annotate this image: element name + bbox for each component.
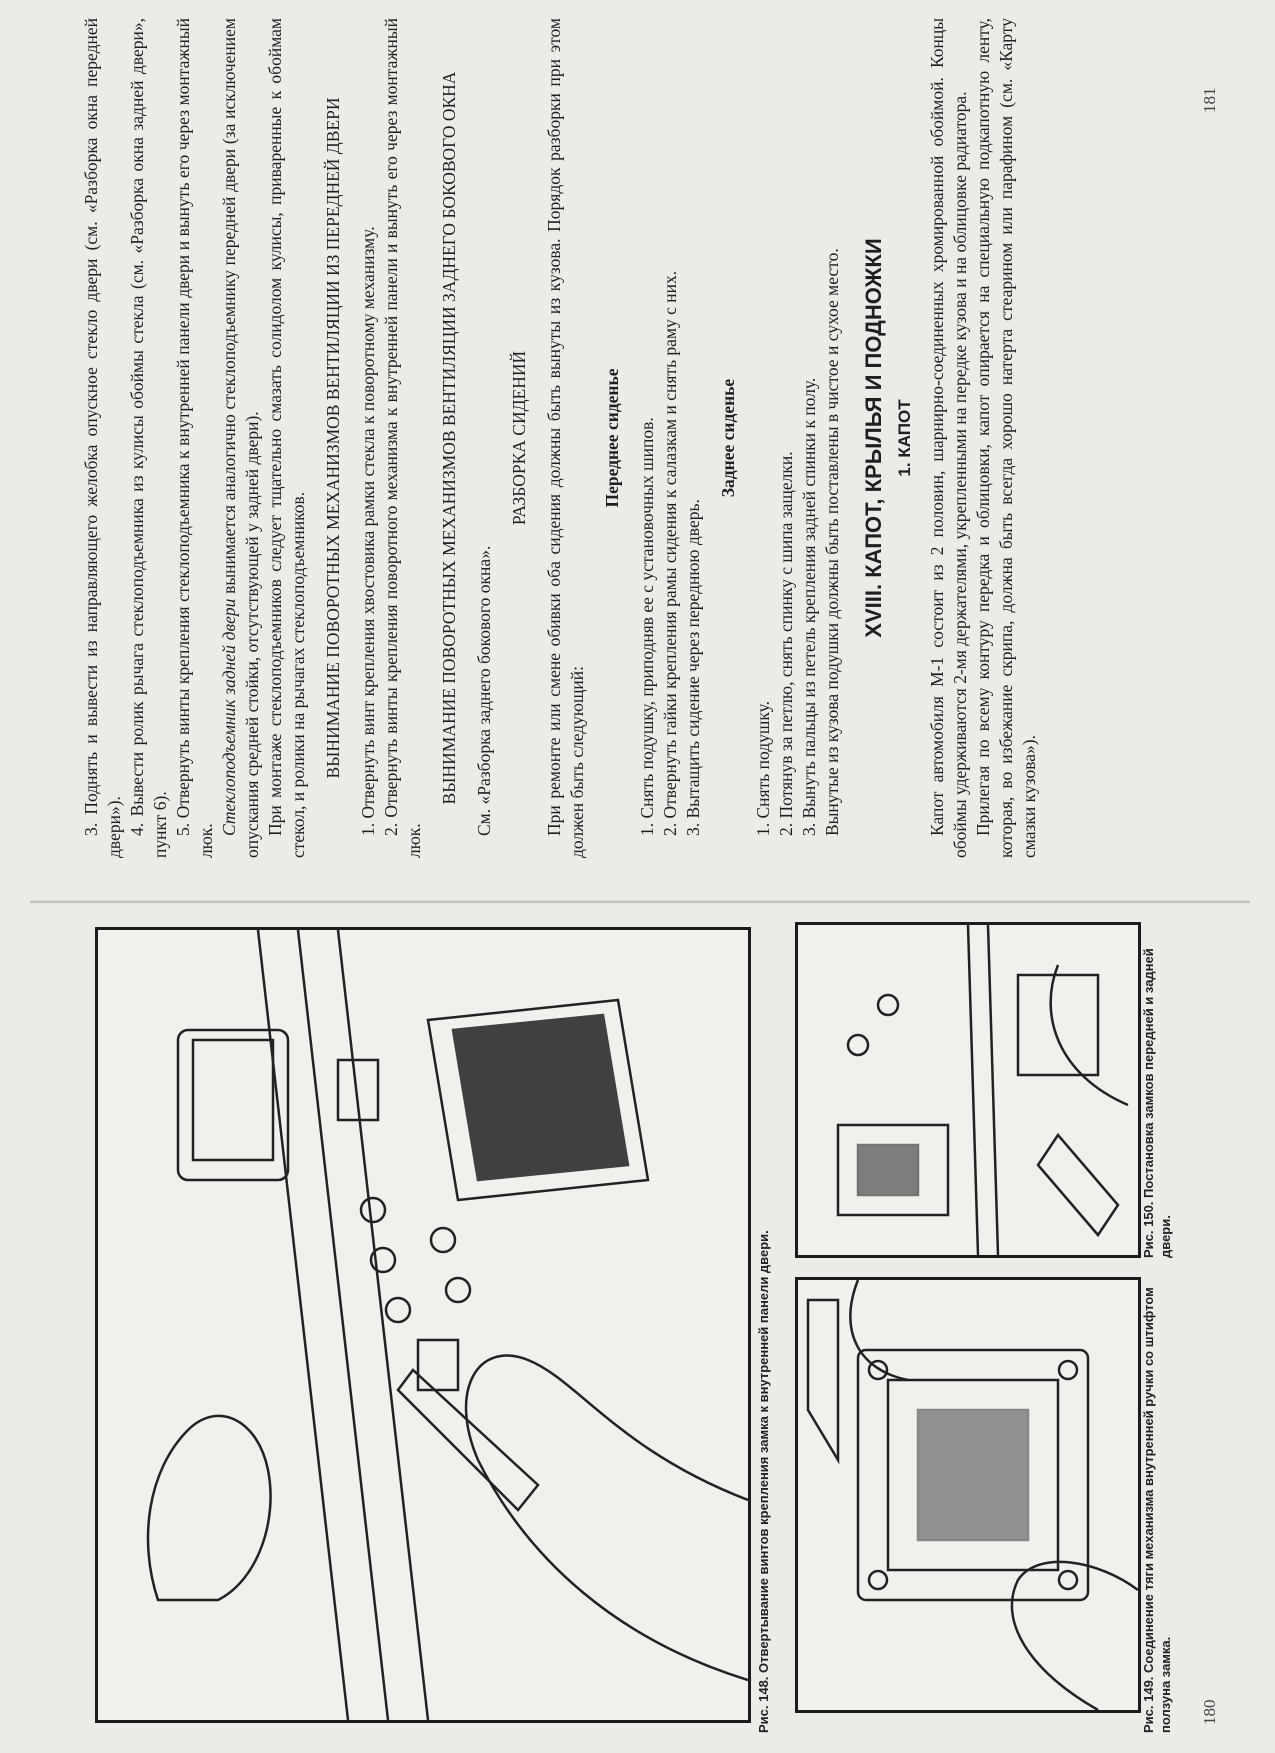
paragraph: При ремонте или смене обивки оба сидения должны быть вынуты из кузова. Порядок разборки при этом должен быть следующий: xyxy=(544,18,587,858)
section-heading: ВЫНИМАНИЕ ПОВОРОТНЫХ МЕХАНИЗМОВ ВЕНТИЛЯЦИИ ИЗ ПЕРЕДНЕЙ ДВЕРИ xyxy=(323,97,343,779)
paragraph xyxy=(218,18,264,858)
paragraph: Капот автомобиля М-1 состоит из 2 половин, шарнирно-соединенных хромированной обоймой. Концы обоймы удерживаются 2-мя держателями, укрепленными на передке кузова и на облицовке радиатора. xyxy=(927,18,970,858)
paragraph-rest: вынимается аналогично стеклоподъемнику передней двери (за исключением опускания средней стойки, отсутствующей у задней двери). xyxy=(219,18,262,858)
list-item: 1. Снять подушку. xyxy=(753,701,773,836)
section-heading: РАЗБОРКА СИДЕНИЙ xyxy=(509,350,529,526)
paragraph: См. «Разборка заднего бокового окна». xyxy=(474,545,494,836)
body-text xyxy=(80,18,1041,858)
list-item: 1. Снять подушку, приподняв ее с установочных шипов. xyxy=(637,417,657,836)
subheading: Заднее сиденье xyxy=(718,378,738,498)
list-item: 3. Вытащить сидение через переднюю дверь. xyxy=(683,499,703,836)
italic-term: Стеклоподъемник задней двери xyxy=(219,598,239,836)
paragraph: Вынутые из кузова подушки должны быть поставлены в чистое и сухое место. xyxy=(822,248,842,836)
paragraph: При монтаже стеклоподъемников следует тщательно смазать солидолом кулисы, приваренные к обоймам стекол, и ролики на рычагах стеклоподъемников. xyxy=(265,18,308,858)
figure-148-caption: Рис. 148. Отвертывание винтов крепления замка к внутренней панели двери. xyxy=(756,1230,771,1733)
figure-149 xyxy=(795,1277,1141,1713)
figure-148 xyxy=(95,927,751,1723)
page-number-right: 181 xyxy=(1200,87,1219,113)
chapter-title: XVIII. КАПОТ, КРЫЛЬЯ И ПОДНОЖКИ xyxy=(861,238,886,638)
paragraph: 3. Поднять и вывести из направляющего желобка опускное стекло двери (см. «Разборка окна передней двери»). xyxy=(81,18,124,858)
list-item: 3. Вынуть пальцы из петель крепления задней спинки к полу. xyxy=(799,377,819,836)
page-number-left: 180 xyxy=(1200,1699,1219,1725)
figure-150 xyxy=(795,922,1141,1258)
figure-150-caption: Рис. 150. Постановка замков передней и задней двери. xyxy=(1141,948,1173,1258)
figure-150-drawing xyxy=(798,925,1138,1255)
list-item: 2. Отвернуть гайки крепления рамы сидения к салазкам и снять раму с них. xyxy=(660,270,680,836)
paragraph: 5. Отвернуть винты крепления стеклоподъемника к внутренней панели двери и вынуть его через монтажный люк. xyxy=(173,18,216,858)
left-page xyxy=(0,903,1275,1753)
section-title: 1. КАПОТ xyxy=(895,399,914,477)
subheading: Переднее сиденье xyxy=(602,368,622,508)
list-item: 2. Потянув за петлю, снять спинку с шипа защелки. xyxy=(776,451,796,836)
section-heading: ВЫНИМАНИЕ ПОВОРОТНЫХ МЕХАНИЗМОВ ВЕНТИЛЯЦИИ ЗАДНЕГО БОКОВОГО ОКНА xyxy=(439,71,459,805)
figure-148-drawing xyxy=(98,930,748,1720)
figure-149-drawing xyxy=(798,1280,1138,1710)
paragraph: Прилегая по всему контуру передка и облицовки, капот опирается на специальную подкапотную ленту, которая, во избежание скрипа, должна быть всегда хорошо натерта стеарином или парафином (см. «Карту смазки кузова»). xyxy=(973,18,1039,858)
figure-149-caption: Рис. 149. Соединение тяги механизма внутренней ручки со штифтом ползуна замка. xyxy=(1141,1287,1173,1733)
list-item: 2. Отвернуть винты крепления поворотного механизма к внутренней панели и вынуть его через монтажный люк. xyxy=(381,18,424,858)
paragraph: 4. Вывести ролик рычага стеклоподъемника из кулисы обоймы стекла (см. «Разборка окна задней двери», пункт 6). xyxy=(127,18,170,858)
list-item: 1. Отвернуть винт крепления хвостовика рамки стекла к поворотному механизму. xyxy=(358,226,378,836)
